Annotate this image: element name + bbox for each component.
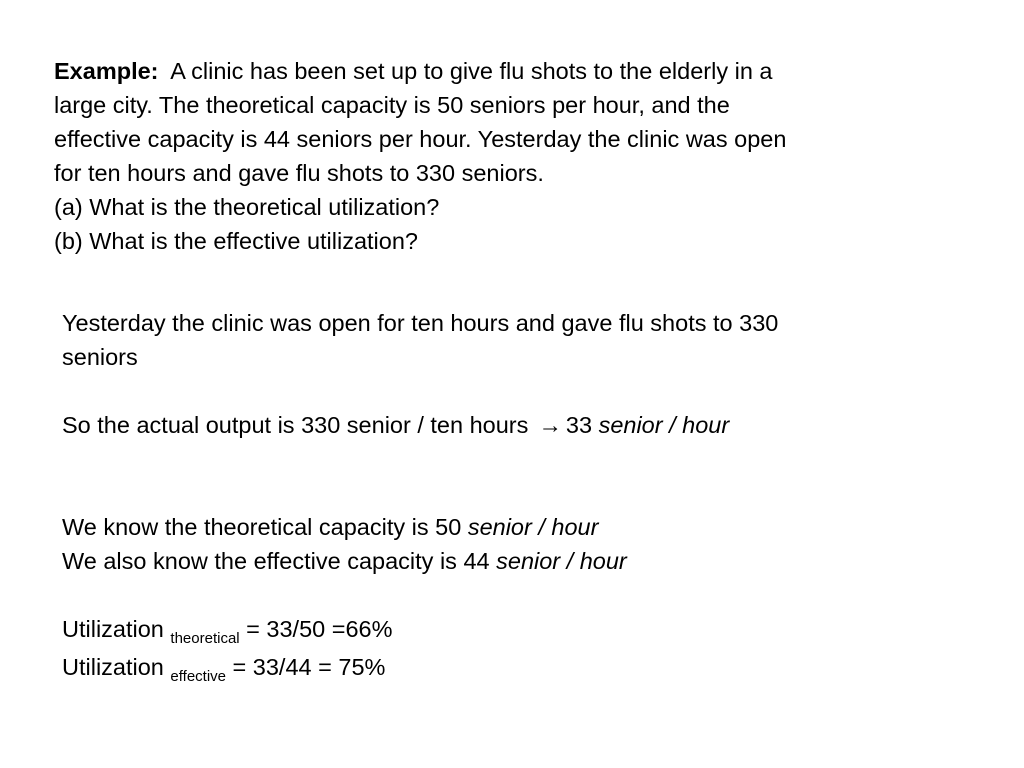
effective-subscript: effective bbox=[170, 668, 226, 685]
right-arrow-icon: → bbox=[538, 412, 562, 438]
question-b: (b) What is the effective utilization? bbox=[54, 228, 418, 254]
output-value: 33 bbox=[565, 412, 593, 438]
theoretical-calculation: = 33/50 =66% bbox=[246, 616, 393, 642]
problem-text-1: A clinic has been set up to give flu shots to the elderly in a bbox=[170, 58, 773, 84]
output-prefix: So the actual output is 330 senior / ten hours bbox=[62, 412, 529, 438]
spacer bbox=[62, 578, 962, 612]
spacer bbox=[62, 374, 962, 408]
example-problem bbox=[54, 54, 974, 258]
problem-line-2: large city. The theoretical capacity is 50 seniors per hour, and the bbox=[54, 92, 730, 118]
theoretical-unit: senior / hour bbox=[467, 514, 599, 540]
problem-line-3: effective capacity is 44 seniors per hour. Yesterday the clinic was open bbox=[54, 126, 787, 152]
utilization-word: Utilization bbox=[62, 616, 164, 642]
theoretical-capacity-line bbox=[62, 510, 962, 544]
utilization-effective-line bbox=[62, 650, 962, 688]
given-line-2: seniors bbox=[62, 344, 138, 370]
utilization-word: Utilization bbox=[62, 654, 164, 680]
theoretical-subscript: theoretical bbox=[170, 630, 240, 647]
theoretical-prefix: We know the theoretical capacity is 50 bbox=[62, 514, 462, 540]
problem-line-1 bbox=[54, 54, 974, 88]
utilization-theoretical-line bbox=[62, 612, 962, 650]
effective-prefix: We also know the effective capacity is 44 bbox=[62, 548, 490, 574]
effective-capacity-line bbox=[62, 544, 962, 578]
output-unit: senior / hour bbox=[598, 412, 730, 438]
problem-line-4: for ten hours and gave flu shots to 330 seniors. bbox=[54, 160, 544, 186]
effective-calculation: = 33/44 = 75% bbox=[232, 654, 386, 680]
question-a: (a) What is the theoretical utilization? bbox=[54, 194, 440, 220]
given-line-1: Yesterday the clinic was open for ten hours and gave flu shots to 330 bbox=[62, 310, 779, 336]
actual-output-line bbox=[62, 408, 962, 442]
solution bbox=[62, 306, 962, 688]
spacer-large bbox=[62, 442, 962, 510]
example-label: Example: bbox=[54, 58, 159, 84]
effective-unit: senior / hour bbox=[496, 548, 627, 574]
